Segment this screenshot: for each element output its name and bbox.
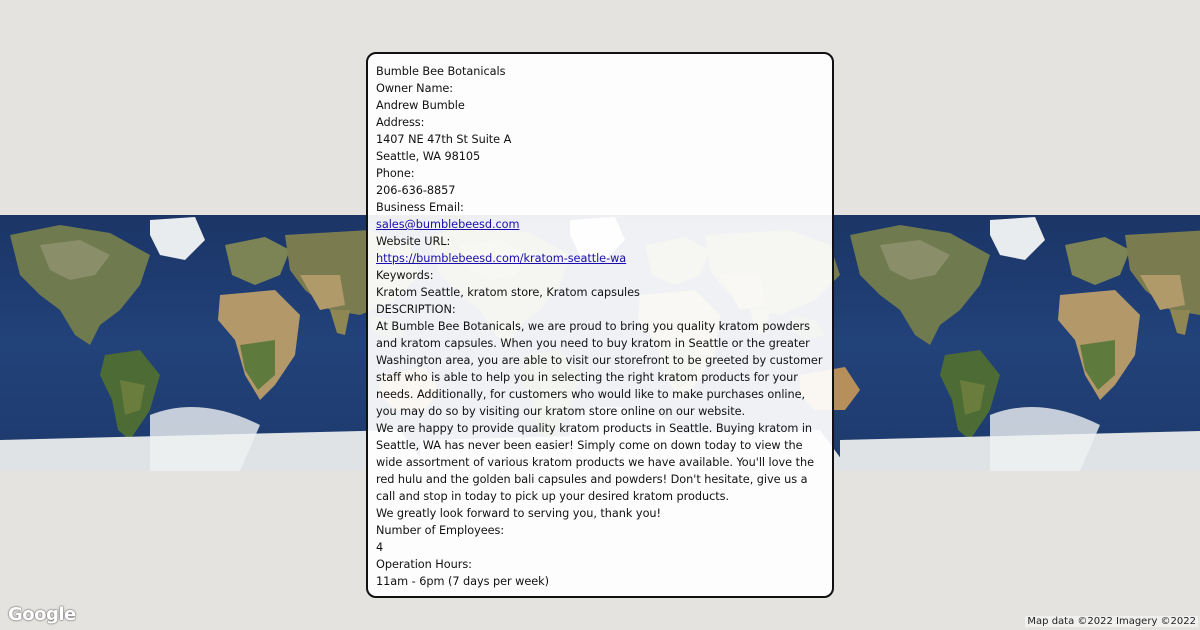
hours-label: Operation Hours: [376, 558, 472, 571]
keywords-label: Keywords: [376, 269, 434, 282]
google-logo[interactable]: Google [8, 604, 76, 625]
address-line-1: 1407 NE 47th St Suite A [376, 133, 512, 146]
description-paragraph-1: At Bumble Bee Botanicals, we are proud to bring you quality kratom powders and kratom capsules. When you need to buy kratom in Seattle or the greater Washington area, you are able to visit our storefront to be greeted by customer staff who is able to help you in selecting the right kratom products for your needs. Additionally, for customers who would like to make purchases online, you may do so by visiting our kratom store online on our website. [376, 320, 823, 418]
owner-label: Owner Name: [376, 82, 454, 95]
phone-value: 206-636-8857 [376, 184, 456, 197]
employees-value: 4 [376, 541, 384, 554]
phone-label: Phone: [376, 167, 415, 180]
website-label: Website URL: [376, 235, 451, 248]
description-paragraph-3: We greatly look forward to serving you, thank you! [376, 507, 662, 520]
owner-value: Andrew Bumble [376, 99, 465, 112]
address-line-2: Seattle, WA 98105 [376, 150, 481, 163]
address-label: Address: [376, 116, 425, 129]
email-label: Business Email: [376, 201, 464, 214]
email-link[interactable]: sales@bumblebeesd.com [376, 218, 520, 231]
hours-value: 11am - 6pm (7 days per week) [376, 575, 550, 588]
website-link[interactable]: https://bumblebeesd.com/kratom-seattle-wa [376, 252, 627, 265]
business-name: Bumble Bee Botanicals [376, 65, 506, 78]
map-attribution: Map data ©2022 Imagery ©2022 [1027, 616, 1196, 627]
business-info-card [366, 52, 834, 598]
employees-label: Number of Employees: [376, 524, 505, 537]
description-paragraph-2: We are happy to provide quality kratom products in Seattle. Buying kratom in Seattle, WA has never been easier! Simply come on down today to view the wide assortment of various kratom products we have available. You'll love the red hulu and the golden bali capsules and powders! Don't hesitate, give us a call and stop in today to pick up your desired kratom products. [376, 422, 814, 503]
description-label: DESCRIPTION: [376, 303, 456, 316]
keywords-value: Kratom Seattle, kratom store, Kratom capsules [376, 286, 640, 299]
